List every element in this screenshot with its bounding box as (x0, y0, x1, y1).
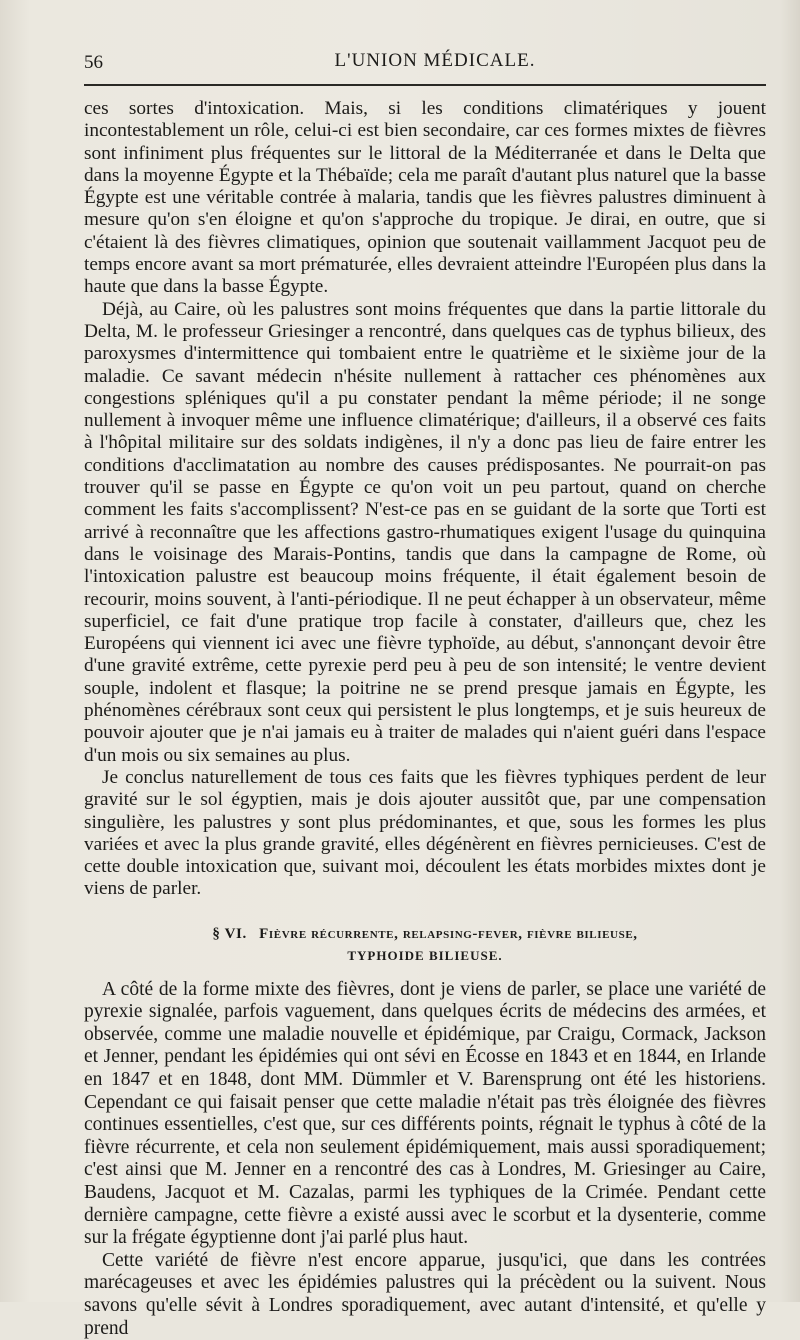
section-body (84, 979, 766, 1340)
paragraph-continued: ces sortes d'intoxication. Mais, si les conditions climatériques y jouent incontestablement un rôle, celui-ci est bien secondaire, car ces formes mixtes de fièvres sont infiniment plus fréquentes sur le littoral de la Méditerranée et dans le Delta que dans la moyenne Égypte et la Thébaïde; cela me paraît d'autant plus naturel que la basse Égypte est une véritable contrée à malaria, tandis que les fièvres palustres diminuent à mesure qu'on s'en éloigne et qu'on s'approche du tropique. Je dirai, en outre, que si c'étaient là des fièvres climatiques, opinion que soutenait vaillamment Jacquot peu de temps encore avant sa mort prématurée, elles devraient atteindre l'Européen plus dans la haute que dans la basse Égypte. (84, 98, 766, 298)
header-rule (84, 84, 766, 86)
section-title-line2: TYPHOIDE BILIEUSE. (347, 947, 503, 963)
journal-title: L'UNION MÉDICALE. (334, 50, 536, 71)
section-heading (84, 923, 766, 967)
paragraph-griesinger: Déjà, au Caire, où les palustres sont moins fréquentes que dans la partie littorale du Delta, M. le professeur Griesinger a rencontré, dans quelques cas de typhus bilieux, des paroxysmes d'intermittence qui tombaient entre le quatrième et le sixième jour de la maladie. Ce savant médecin n'hésite nullement à rattacher ces phénomènes aux congestions spléniques qu'il a pu constater pendant la même période; il ne songe nullement à invoquer même une influence climatérique; d'ailleurs, il a observé ces faits à l'hôpital militaire sur des soldats indigènes, il n'y a donc pas lieu de faire entrer les conditions d'acclimatation au nombre des causes prédisposantes. Ne pourrait-on pas trouver qu'il se passe en Égypte ce qu'on voit un peu partout, quand on cherche comment les faits s'accomplissent? N'est-ce pas en se guidant de la sorte que Torti est arrivé à reconnaître que les affections gastro-rhumatiques exigent l'usage du quinquina dans le voisinage des Marais-Pontins, tandis que dans la campagne de Rome, où l'intoxication palustre est beaucoup moins fréquente, il était également besoin de recourir, moins souvent, à l'anti-périodique. Il ne peut échapper à un observateur, même superficiel, ce fait d'une pratique trop facile à constater, d'ailleurs que, chez les Européens qui viennent ici avec une fièvre typhoïde, au début, s'annonçant devoir être d'une gravité extrême, cette pyrexie perd peu à peu de son intensité; le ventre devient souple, indolent et flasque; la poitrine ne se prend presque jamais en Égypte, les phénomènes cérébraux sont ceux qui persistent le plus longtemps, et je suis heureux de pouvoir ajouter que je n'ai jamais eu à traiter de malades qui n'aient guéri dans l'espace d'un mois ou six semaines au plus. (84, 298, 766, 766)
page-number: 56 (84, 52, 103, 73)
paragraph-conclusion: Je conclus naturellement de tous ces faits que les fièvres typhiques perdent de leur gravité sur le sol égyptien, mais je dois ajouter aussitôt que, par une compensation singulière, les palustres y sont plus prédominantes, et que, sous les formes les plus variées et avec la plus grande gravité, elles dégénèrent en fièvres pernicieuses. C'est de cette double intoxication que, suivant moi, découlent les états morbides mixtes dont je viens de parler. (84, 766, 766, 900)
section-heading-line1 (84, 923, 766, 945)
paragraph-recurrent-fever: A côté de la forme mixte des fièvres, dont je viens de parler, se place une variété de pyrexie signalée, parfois vaguement, dans quelques écrits de médecins des armées, et observée, comme une maladie nouvelle et épidémique, par Craigu, Cormack, Jackson et Jenner, pendant les épidémies qui ont sévi en Écosse en 1843 et en 1844, en Irlande en 1847 et en 1848, dont MM. Dümmler et V. Barensprung ont été les historiens. Cependant ce qui faisait penser que cette maladie n'était pas très éloignée des fièvres continues essentielles, c'est que, sur ces différents points, régnait le typhus à côté de la fièvre récurrente, et cela non seulement épidémiquement, mais aussi sporadiquement; c'est ainsi que M. Jenner en a rencontré des cas à Londres, M. Griesinger au Caire, Baudens, Jacquot et M. Cazalas, parmi les typhiques de la Crimée. Pendant cette dernière campagne, cette fièvre a existé aussi avec le scorbut et la dysenterie, comme sur la frégate égyptienne dont j'ai parlé plus haut. (84, 978, 766, 1249)
running-head (84, 50, 766, 80)
section-number: § VI. (212, 925, 247, 942)
paragraph-variety: Cette variété de fièvre n'est encore apparue, jusqu'ici, que dans les contrées marécageuses et avec les épidémies palustres qui la précèdent ou la suivent. Nous savons qu'elle sévit à Londres sporadiquement, avec autant d'intensité, et qu'elle y prend (84, 1249, 766, 1339)
section-title-line1: Fièvre récurrente, relapsing-fever, fièvre bilieuse, (259, 925, 638, 942)
